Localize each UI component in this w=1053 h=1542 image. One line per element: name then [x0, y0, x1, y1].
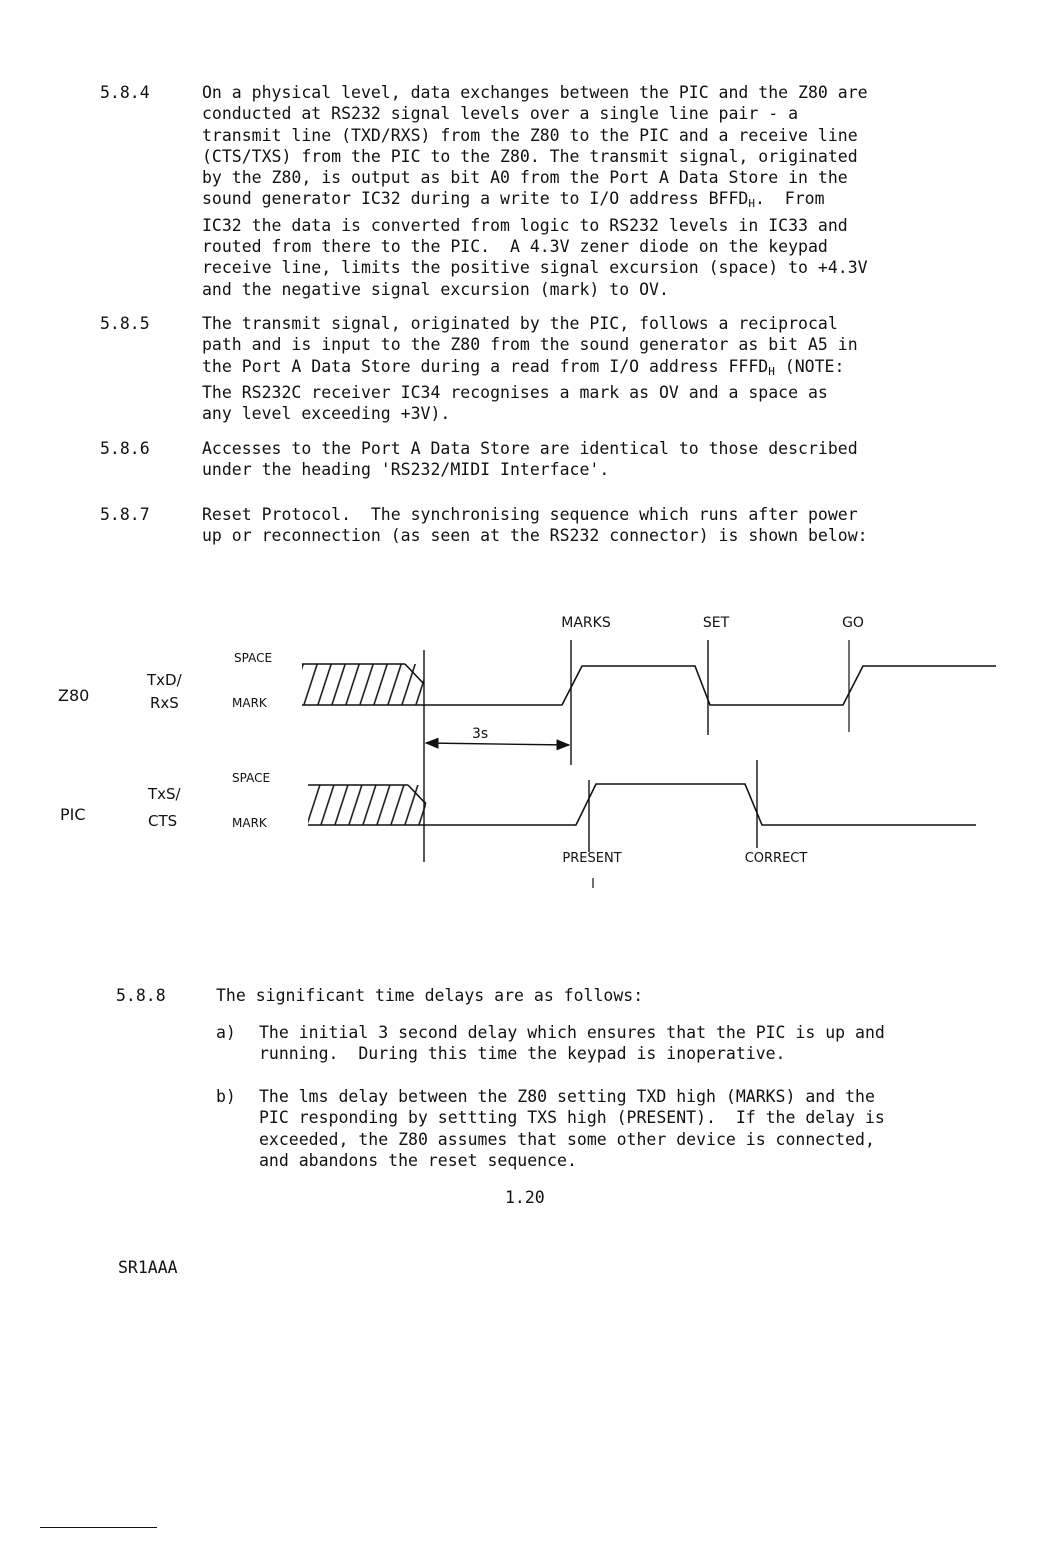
pic-undefined-region [308, 785, 426, 825]
section-number: 5.8.4 [100, 83, 150, 102]
text-segment: . From [755, 189, 825, 209]
text-line: conducted at RS232 signal levels over a single line pair - a [202, 104, 799, 124]
text-line [202, 188, 962, 214]
footer-code: SR1AAA [118, 1258, 178, 1277]
text-line: Accesses to the Port A Data Store are identical to those described [202, 439, 858, 458]
hex-subscript: H [748, 197, 755, 211]
label-txd: TxD/ [147, 671, 182, 689]
label-cts: CTS [148, 812, 178, 830]
text-line: The significant time delays are as follows: [216, 986, 644, 1005]
text-line: The RS232C receiver IC34 recognises a mark as OV and a space as [202, 382, 828, 402]
label-rxs: RxS [150, 694, 179, 712]
label-3s: 3s [472, 726, 489, 742]
label-z80: Z80 [58, 686, 90, 705]
footer-rule [40, 1527, 157, 1528]
label-correct: CORRECT [744, 851, 808, 866]
text-line: receive line, limits the positive signal excursion (space) to +4.3V [202, 258, 868, 278]
label-txs: TxS/ [148, 785, 181, 803]
section-number: 5.8.6 [100, 439, 150, 458]
text-line: PIC responding by settting TXS high (PRESENT). If the delay is [259, 1108, 885, 1128]
section-number: 5.8.7 [100, 505, 150, 524]
label-go: GO [842, 615, 864, 631]
text-segment: the Port A Data Store during a read from I/O address FFFD [202, 356, 769, 376]
label-space-pic: SPACE [232, 771, 271, 785]
text-line: running. During this time the keypad is inoperative. [259, 1044, 786, 1064]
text-line: transmit line (TXD/RXS) from the Z80 to the PIC and a receive line [202, 125, 858, 145]
section-number: 5.8.8 [116, 986, 166, 1005]
text-line: The lms delay between the Z80 setting TXD high (MARKS) and the [259, 1087, 875, 1106]
text-segment: (NOTE: [774, 356, 845, 376]
text-line: by the Z80, is output as bit A0 from the Port A Data Store in the [202, 168, 848, 188]
delay-arrow [426, 743, 569, 745]
label-mark-z80: MARK [232, 696, 267, 710]
text-line: The transmit signal, originated by the PIC, follows a reciprocal [202, 314, 838, 333]
text-line: and abandons the reset sequence. [259, 1150, 577, 1170]
label-marks: MARKS [561, 615, 611, 631]
label-mark-pic: MARK [232, 816, 267, 830]
page-number: 1.20 [505, 1188, 545, 1207]
reset-timing-diagram [0, 600, 1053, 900]
text-line [202, 356, 962, 382]
label-space-z80: SPACE [234, 651, 273, 665]
text-line: On a physical level, data exchanges between the PIC and the Z80 are [202, 83, 868, 102]
section-number: 5.8.5 [100, 314, 150, 333]
text-line: up or reconnection (as seen at the RS232 connector) is shown below: [202, 526, 868, 546]
label-present: PRESENT [562, 851, 622, 866]
label-pic: PIC [60, 805, 86, 824]
text-line: exceeded, the Z80 assumes that some other device is connected, [259, 1129, 875, 1149]
list-label: a) [216, 1023, 236, 1042]
text-line: The initial 3 second delay which ensures that the PIC is up and [259, 1023, 885, 1042]
text-line: Reset Protocol. The synchronising sequence which runs after power [202, 505, 858, 524]
list-label: b) [216, 1087, 236, 1106]
z80-waveform [302, 664, 996, 705]
text-line: and the negative signal excursion (mark) to OV. [202, 279, 669, 299]
text-line: routed from there to the PIC. A 4.3V zener diode on the keypad [202, 237, 828, 257]
hex-subscript: H [768, 364, 775, 378]
text-line: any level exceeding +3V). [202, 404, 451, 424]
z80-undefined-region [302, 664, 424, 705]
text-line: under the heading 'RS232/MIDI Interface'. [202, 460, 610, 480]
text-segment: sound generator IC32 during a write to I/O address BFFD [202, 189, 749, 209]
text-line: IC32 the data is converted from logic to RS232 levels in IC33 and [202, 215, 848, 235]
text-line: (CTS/TXS) from the PIC to the Z80. The transmit signal, originated [202, 146, 858, 166]
pic-waveform [308, 784, 976, 825]
label-set: SET [702, 615, 730, 631]
text-line: path and is input to the Z80 from the sound generator as bit A5 in [202, 335, 858, 355]
